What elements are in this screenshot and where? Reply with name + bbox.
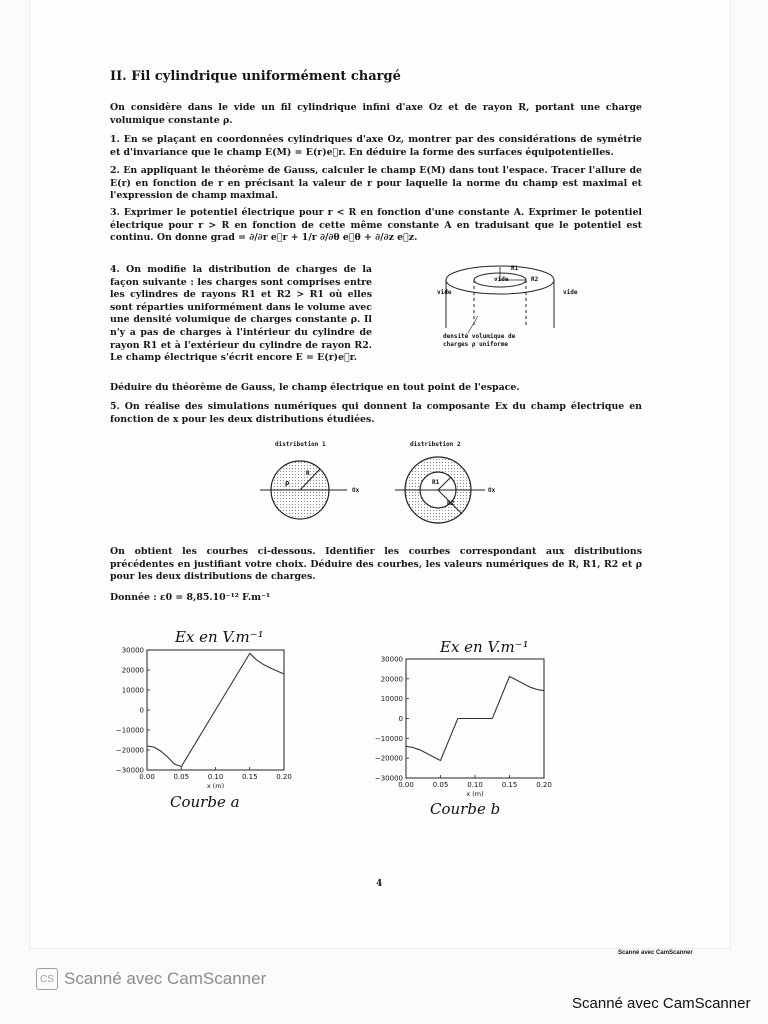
page-number: 4 <box>376 879 383 889</box>
camscanner-small-label: Scanné avec CamScanner <box>618 950 693 956</box>
question-1: 1. En se plaçant en coordonnées cylindriques d'axe Oz, montrer par des considérations de symétrie et d'invariance que le champ E(M) = E(r)e⃗r. En déduire la forme des surfaces équipotentielles. <box>110 134 642 158</box>
question-5: 5. On réalise des simulations numériques qui donnent la composante Ex du champ électrique en fonction de x pour les deux distributions étudiées. <box>110 401 642 425</box>
chart-b-handwritten-title: Ex en V.m⁻¹ <box>440 638 529 656</box>
chart-a-xtick-label: 0.20 <box>276 773 292 781</box>
label-r1: R1 <box>511 265 519 272</box>
dist-R1-label: R1 <box>432 479 440 486</box>
chart-b-xtick-label: 0.00 <box>398 781 414 789</box>
dist-R-label: R <box>306 470 310 477</box>
chart-b-ytick-label: −20000 <box>374 754 403 763</box>
question-2: 2. En appliquant le théorème de Gauss, calculer le champ E(M) dans tout l'espace. Tracer l'allure de E(r) en fonction de r en précisant la valeur de r pour laquelle la norme du champ est maximal et l'expression de champ maximal. <box>110 165 642 202</box>
chart-a-ytick-label: −30000 <box>115 766 144 775</box>
intro-paragraph: On considère dans le vide un fil cylindrique infini d'axe Oz et de rayon R, portant une charge volumique constante ρ. <box>110 102 642 126</box>
label-vide-inner: vide <box>494 276 509 283</box>
label-vide-left: vide <box>437 289 452 296</box>
dist1-title: distribution 1 <box>275 441 326 448</box>
chart-a-ytick-label: 10000 <box>121 686 144 695</box>
chart-b-handwritten-caption: Courbe b <box>430 800 501 818</box>
dist2-axis-label: Ox <box>488 487 496 494</box>
chart-a-xlabel: x (m) <box>206 782 225 790</box>
chart-a-xtick-label: 0.10 <box>207 773 224 781</box>
dist2-title: distribution 2 <box>410 441 461 448</box>
camscanner-logo <box>36 968 266 990</box>
chart-a-xtick-label: 0.05 <box>173 773 190 781</box>
chart-b-xtick-label: 0.15 <box>501 781 518 789</box>
camscanner-footer: Scanné avec CamScanner <box>572 995 751 1012</box>
chart-a-series-line <box>147 653 284 766</box>
chart-a-ytick-label: −20000 <box>115 746 144 755</box>
dist1-axis-label: Ox <box>352 487 360 494</box>
camscanner-logo-text: Scanné avec CamScanner <box>64 969 267 988</box>
question-4: 4. On modifie la distribution de charges de la façon suivante : les charges sont comprises entre les cylindres de rayons R1 et R2 > R1 où elles sont réparties uniformément dans le volume avec une densité volumique de charges constante ρ. Il n'y a pas de charges à l'intérieur du cylindre de rayon R1 et à l'extérieur du cylindre de rayon R2. Le champ électrique s'écrit encore E = E(r)e⃗r. <box>110 264 372 364</box>
chart-b-series-line <box>406 677 544 761</box>
chart-b-ytick-label: 10000 <box>380 695 403 704</box>
chart-b-xlabel: x (m) <box>466 790 484 798</box>
dist-rho-label: ρ <box>285 479 290 487</box>
label-r2: R2 <box>531 276 539 283</box>
chart-a-ytick-label: 20000 <box>121 666 144 675</box>
chart-b-ytick-label: 0 <box>398 715 403 723</box>
deduire-paragraph: Déduire du théorème de Gauss, le champ électrique en tout point de l'espace. <box>110 382 520 393</box>
chart-a-xtick-label: 0.00 <box>139 773 155 781</box>
label-vide-right: vide <box>563 289 578 296</box>
dist-R2-label: R2 <box>447 500 455 507</box>
cyl-caption-2: charges ρ uniforme <box>443 341 509 348</box>
donnee-line: Donnée : ε0 = 8,85.10⁻¹² F.m⁻¹ <box>110 592 271 603</box>
chart-b-ytick-label: −10000 <box>374 734 403 743</box>
chart-b-xtick-label: 0.20 <box>536 781 552 789</box>
chart-a-handwritten-title: Ex en V.m⁻¹ <box>175 628 264 646</box>
camscanner-logo-icon: CS <box>36 968 58 990</box>
chart-a-ytick-label: −10000 <box>115 726 144 735</box>
chart-b-ytick-label: −30000 <box>374 774 403 783</box>
chart-a-ytick-label: 30000 <box>121 646 144 655</box>
chart-a-handwritten-caption: Courbe a <box>170 793 240 811</box>
chart-a-xtick-label: 0.15 <box>241 773 258 781</box>
chart-b-ytick-label: 20000 <box>380 675 403 684</box>
obtient-paragraph: On obtient les courbes ci-dessous. Identifier les courbes correspondant aux distributions précédentes en justifiant votre choix. Déduire des courbes, les valeurs numériques de R, R1, R2 et ρ pour les deux distributions de charges. <box>110 546 642 583</box>
section-title: II. Fil cylindrique uniformément chargé <box>110 69 401 84</box>
cyl-caption-1: densité volumique de <box>443 333 516 340</box>
chart-a-ytick-label: 0 <box>139 706 144 715</box>
question-3: 3. Exprimer le potentiel électrique pour r < R en fonction d'une constante A. Exprimer le potentiel électrique pour r > R en fonction de cette même constante A en traduisant que le potentiel est continu. On donne grad = ∂/∂r e⃗r + 1/r ∂/∂θ e⃗θ + ∂/∂z e⃗z. <box>110 207 642 244</box>
chart-b-xtick-label: 0.05 <box>432 781 449 789</box>
chart-b-xtick-label: 0.10 <box>467 781 483 789</box>
chart-b-ytick-label: 30000 <box>380 655 403 664</box>
